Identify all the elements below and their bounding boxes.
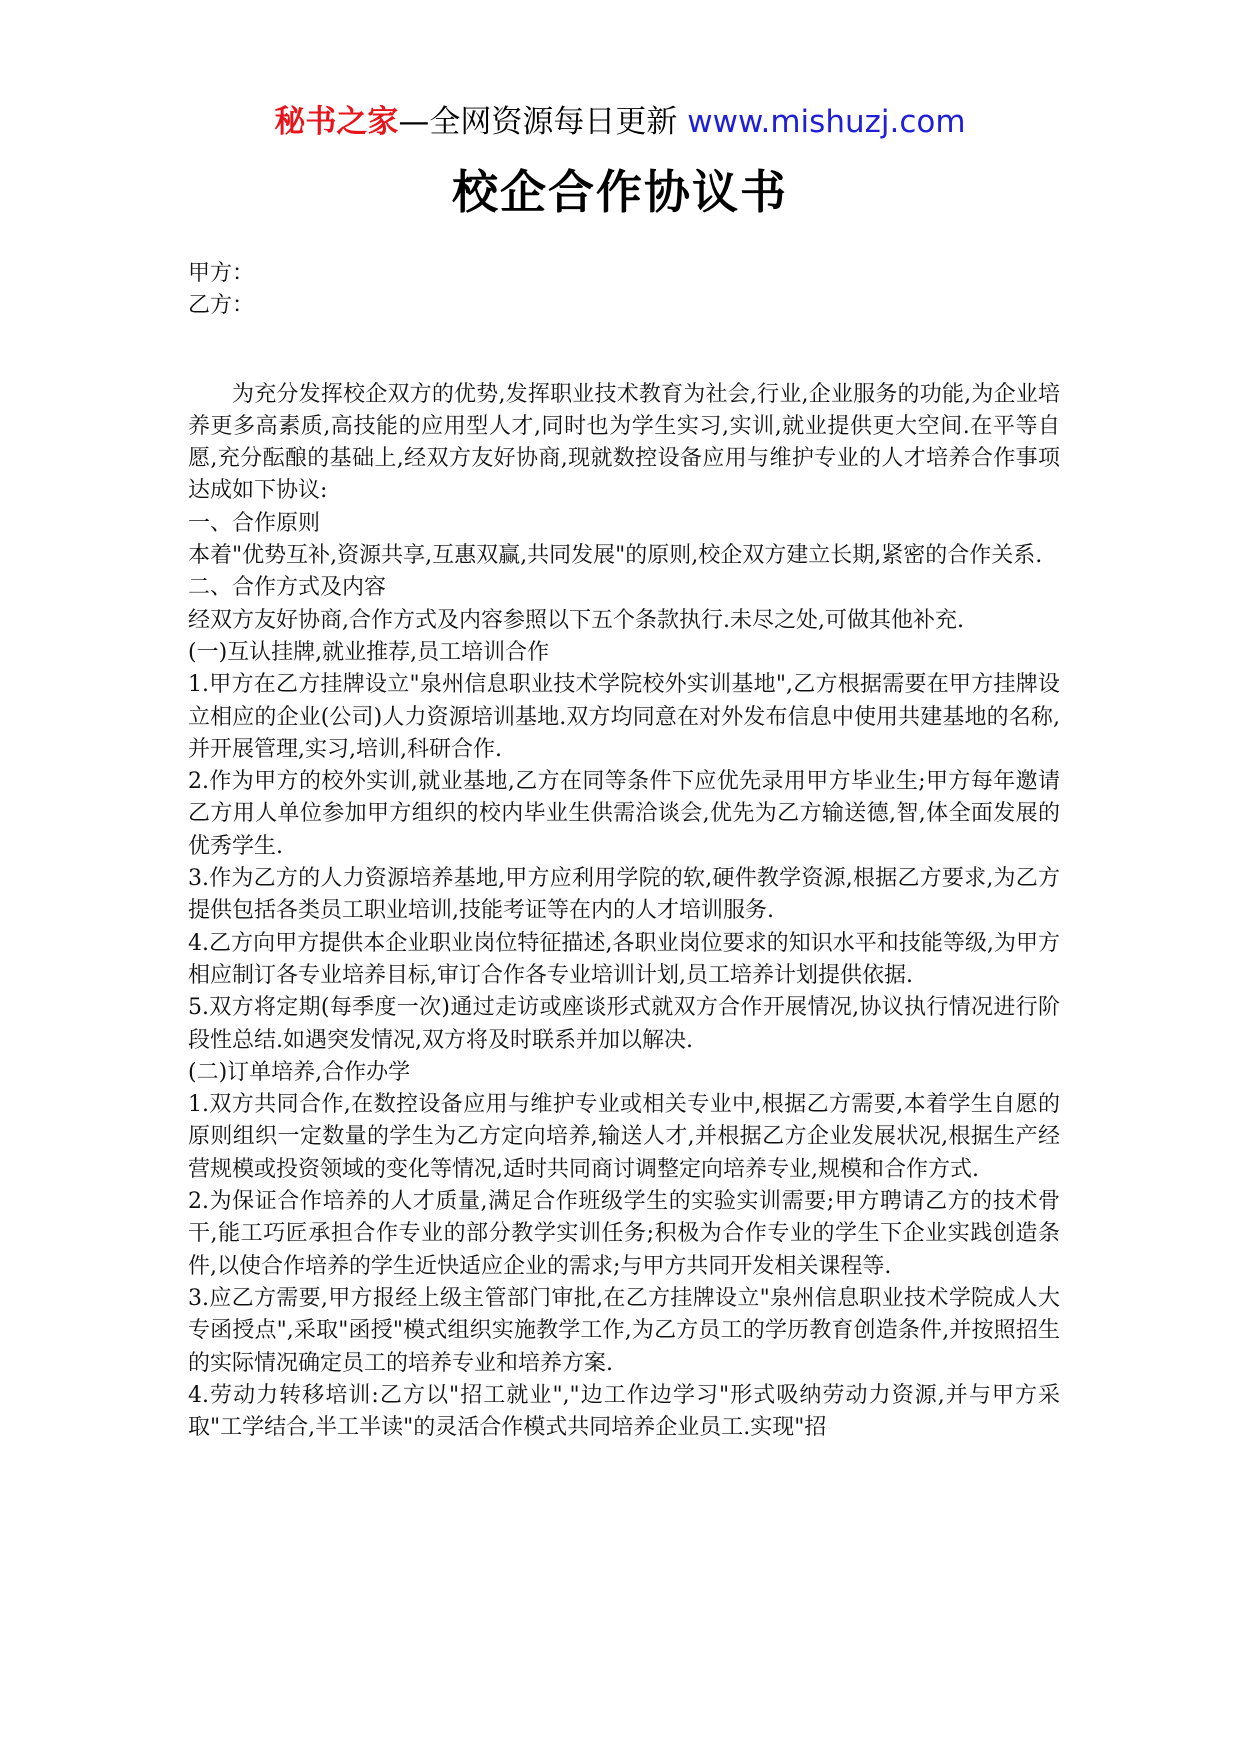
section-paragraph: 经双方友好协商,合作方式及内容参照以下五个条款执行.未尽之处,可做其他补充.	[188, 607, 964, 633]
subsection-heading: (一)互认挂牌,就业推荐,员工培训合作	[188, 639, 550, 665]
section-heading: 一、合作原则	[188, 510, 321, 536]
clause-item: 4.乙方向甲方提供本企业职业岗位特征描述,各职业岗位要求的知识水平和技能等级,为甲方相应制订各专业培养目标,审订合作各专业培训计划,员工培养计划提供依据.	[188, 930, 1060, 988]
clause-item: 3.作为乙方的人力资源培养基地,甲方应利用学院的软,硬件教学资源,根据乙方要求,为乙方提供包括各类员工职业培训,技能考证等在内的人才培训服务.	[188, 866, 1060, 924]
site-watermark	[0, 100, 1240, 144]
clause-item: 5.双方将定期(每季度一次)通过走访或座谈形式就双方合作开展情况,协议执行情况进行阶段性总结.如遇突发情况,双方将及时联系并加以解决.	[188, 995, 1060, 1053]
clause-item: 4.劳动力转移培训:乙方以"招工就业","边工作边学习"形式吸纳劳动力资源,并与甲方采取"工学结合,半工半读"的灵活合作模式共同培养企业员工.实现"招	[188, 1382, 1060, 1441]
watermark-url[interactable]: www.mishuzj.com	[687, 104, 966, 140]
section-paragraph: 本着"优势互补,资源共享,互惠双赢,共同发展"的原则,校企双方建立长期,紧密的合作关系.	[188, 543, 1043, 569]
intro-paragraph: 为充分发挥校企双方的优势,发挥职业技术教育为社会,行业,企业服务的功能,为企业培养更多高素质,高技能的应用型人才,同时也为学生实习,实训,就业提供更大空间.在平等自愿,充分酝酿的基础上,经双方友好协商,现就数控设备应用与维护专业的人才培养合作事项达成如下协议:	[188, 381, 1060, 504]
document-title: 校企合作协议书	[452, 165, 788, 219]
watermark-slogan: —全网资源每日更新	[398, 104, 678, 140]
clause-item: 1.双方共同合作,在数控设备应用与维护专业或相关专业中,根据乙方需要,本着学生自愿的原则组织一定数量的学生为乙方定向培养,输送人才,并根据乙方企业发展状况,根据生产经营规模或投资领域的变化等情况,适时共同商讨调整定向培养专业,规模和合作方式.	[188, 1092, 1060, 1182]
document-body	[188, 258, 1060, 1444]
party-b-line: 乙方：	[188, 293, 255, 319]
section-heading: 二、合作方式及内容	[188, 575, 387, 601]
clause-item: 1.甲方在乙方挂牌设立"泉州信息职业技术学院校外实训基地",乙方根据需要在甲方挂牌设立相应的企业(公司)人力资源培训基地.双方均同意在对外发布信息中使用共建基地的名称,并开展管理,实习,培训,科研合作.	[188, 672, 1060, 762]
spacer	[188, 323, 1060, 379]
clause-item: 2.作为甲方的校外实训,就业基地,乙方在同等条件下应优先录用甲方毕业生;甲方每年邀请乙方用人单位参加甲方组织的校内毕业生供需洽谈会,优先为乙方输送德,智,体全面发展的优秀学生.	[188, 769, 1060, 859]
party-a-line: 甲方：	[188, 261, 255, 286]
clause-item: 3.应乙方需要,甲方报经上级主管部门审批,在乙方挂牌设立"泉州信息职业技术学院成人大专函授点",采取"函授"模式组织实施教学工作,为乙方员工的学历教育创造条件,并按照招生的实际情况确定员工的培养专业和培养方案.	[188, 1285, 1060, 1376]
watermark-brand: 秘书之家	[274, 104, 399, 140]
clause-item: 2.为保证合作培养的人才质量,满足合作班级学生的实验实训需要;甲方聘请乙方的技术骨干,能工巧匠承担合作专业的部分教学实训任务;积极为合作专业的学生下企业实践创造条件,以使合作培养的学生近快适应企业的需求;与甲方共同开发相关课程等.	[188, 1189, 1060, 1279]
subsection-heading: (二)订单培养,合作办学	[188, 1059, 411, 1085]
